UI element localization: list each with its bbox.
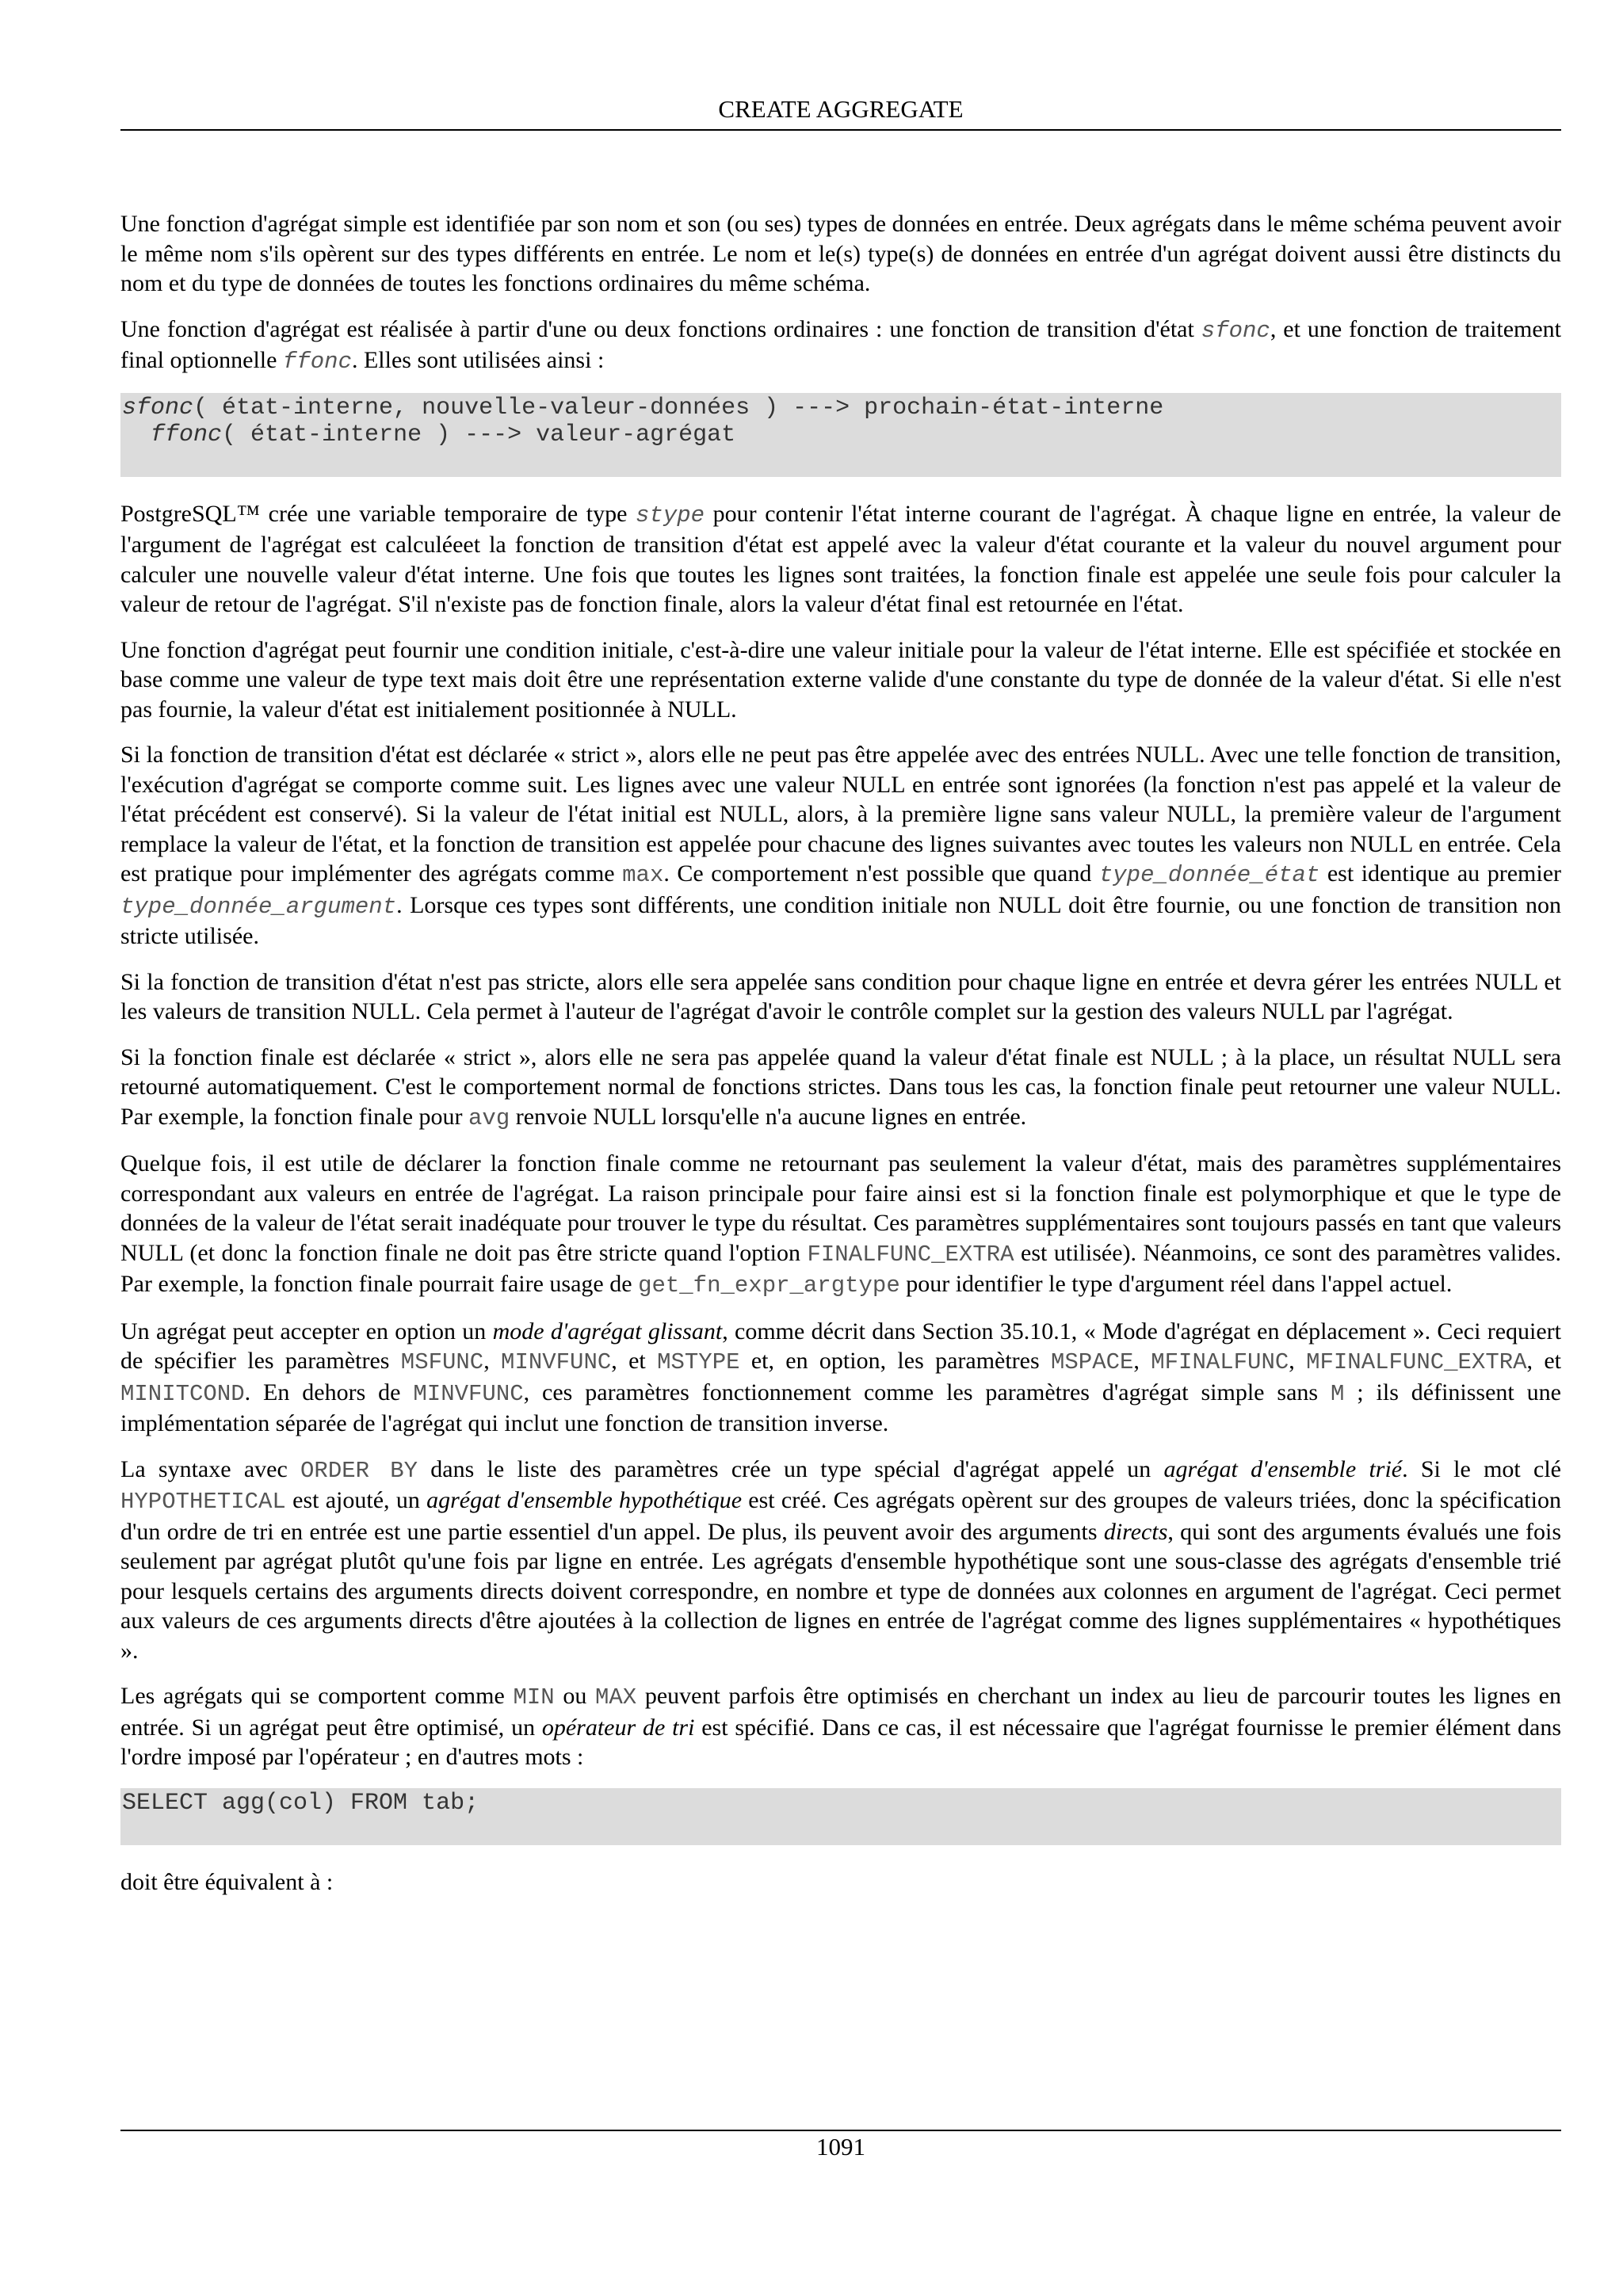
code-finalfunc-extra: FINALFUNC_EXTRA	[807, 1241, 1014, 1268]
text-run: Une fonction d'agrégat est réalisée à partir d'une ou deux fonctions ordinaires : une fonction de transition d'état	[120, 315, 1201, 342]
text-run: PostgreSQL™ crée une variable temporaire de type	[120, 500, 636, 527]
text-run: dans le liste des paramètres crée un type spécial d'agrégat appelé un	[418, 1455, 1164, 1482]
code-block-select: SELECT agg(col) FROM tab;	[120, 1788, 1561, 1845]
code-ffonc: ffonc	[282, 349, 352, 375]
page-body	[120, 209, 1561, 1913]
text-run: . Si le mot clé	[1402, 1455, 1561, 1482]
text-run: et, en option, les paramètres	[739, 1348, 1051, 1374]
text-run: . Elles sont utilisées ainsi :	[351, 347, 605, 373]
code-sfonc: sfonc	[1201, 317, 1270, 344]
paragraph-finalfunc-extra	[120, 1149, 1561, 1301]
text-run: peuvent parfois être optimisés en cherchant un index au lieu de parcourir toutes les lignes en entrée. Si un agrégat peut être optimisé, un	[120, 1683, 1561, 1741]
text-run: ou	[554, 1683, 595, 1709]
text-run: , ces paramètres fonctionnement comme les paramètres d'agrégat simple sans	[523, 1379, 1331, 1405]
code-mstype: MSTYPE	[657, 1349, 740, 1375]
text-run: ,	[1289, 1348, 1307, 1374]
paragraph-stype	[120, 499, 1561, 620]
text-run: , qui sont des arguments évalués une fois seulement par agrégat plutôt qu'une fois par ligne en entrée. Les agrégats d'ensemble hypothétique sont une sous-classe des agrégats d'ensemble trié pour lesquels certains des arguments directs doivent correspondre, en nombre et type de données aux colonnes en argument de l'agrégat. Ceci permet aux valeurs de ces arguments directs d'être ajoutées à la collection de lignes en entrée de l'agrégat comme des lignes supplémentaires « hypothétiques ».	[120, 1518, 1561, 1664]
paragraph-non-strict: Si la fonction de transition d'état n'est pas stricte, alors elle sera appelée sans condition pour chaque ligne en entrée et devra gérer les entrées NULL et les valeurs de transition NULL. Cela permet à l'auteur de l'agrégat d'avoir le contrôle complet sur la gestion des valeurs NULL par l'agrégat.	[120, 968, 1561, 1024]
code-type-donnee-argument: type_donnée_argument	[120, 893, 397, 920]
text-run: . Lorsque ces types sont différents, une condition initiale non NULL doit être fournie, ou une fonction de transition non stricte utilisée.	[120, 891, 1561, 949]
text-run: La syntaxe avec	[120, 1455, 301, 1482]
text-run: renvoie NULL lorsqu'elle n'a aucune lignes en entrée.	[510, 1103, 1027, 1130]
code-msfunc: MSFUNC	[400, 1349, 484, 1375]
emphasis-agregat-ensemble-trie: agrégat d'ensemble trié	[1163, 1455, 1403, 1482]
emphasis-mode-agregat-glissant: mode d'agrégat glissant	[492, 1318, 723, 1344]
code-min: MIN	[513, 1684, 555, 1711]
paragraph-aggregate-identity: Une fonction d'agrégat simple est identifiée par son nom et son (ou ses) types de données en entrée. Deux agrégats dans le même schéma peuvent avoir le même nom s'ils opèrent sur des types différents en entrée. Le nom et le(s) type(s) de données en entrée d'un agrégat doivent aussi être distincts du nom et du type de données de toutes les fonctions ordinaires du même schéma.	[120, 211, 1561, 296]
text-run: Si la fonction de transition d'état est déclarée « strict », alors elle ne peut pas être appelée avec des entrées NULL. Avec une telle fonction de transition, l'exécution d'agrégat se comporte comme suit. Les lignes avec une valeur NULL en entrée sont ignorées (la fonction n'est pas appelé et la valeur de l'état précédent est conservé). Si la valeur de l'état initial est NULL, alors, à la première ligne sans valeur NULL, la première valeur de l'argument remplace la valeur de l'état, et la fonction de transition est appelée pour chacune des lignes suivantes avec toutes les valeurs non NULL en entrée. Cela est pratique pour implémenter des agrégats comme	[120, 742, 1561, 887]
text-run: est identique au premier	[1319, 860, 1561, 887]
code-line-1: ( état-interne, nouvelle-valeur-données ) ---> prochain-état-interne	[193, 394, 1164, 421]
code-line-2: ( état-interne ) ---> valeur-agrégat	[222, 421, 736, 448]
code-avg: avg	[468, 1104, 510, 1131]
text-run: , comme décrit dans Section 35.10.1, « Mode d'agrégat en déplacement ». Ceci requiert de spécifier les paramètres	[120, 1318, 1561, 1374]
text-run: . En dehors de	[244, 1379, 414, 1405]
paragraph-ordered-set	[120, 1455, 1561, 1666]
code-m: M	[1330, 1380, 1345, 1407]
code-type-donnee-etat: type_donnée_état	[1098, 862, 1320, 888]
text-run: , et	[1526, 1348, 1562, 1374]
code-fn-ffonc: ffonc	[151, 421, 223, 448]
code-mfinalfunc-extra: MFINALFUNC_EXTRA	[1306, 1349, 1527, 1375]
text-run: ; ils définissent une implémentation séparée de l'agrégat qui inclut une fonction de transition inverse.	[120, 1379, 1561, 1436]
text-run: ,	[483, 1348, 502, 1374]
code-order-by: ORDER BY	[300, 1457, 418, 1484]
text-run: , et une fonction de traitement final optionnelle	[120, 315, 1561, 373]
code-stype: stype	[636, 502, 705, 528]
code-hypothetical: HYPOTHETICAL	[120, 1489, 286, 1515]
text-run: ,	[1133, 1348, 1151, 1374]
paragraph-sort-operator	[120, 1681, 1561, 1772]
paragraph-transition-functions	[120, 315, 1561, 377]
page-number: 1091	[816, 2133, 865, 2161]
text-run: pour contenir l'état interne courant de l'agrégat. À chaque ligne en entrée, la valeur de l'argument de l'agrégat est calculéeet la fonction de transition d'état est appelé avec la valeur d'état courante et la valeur du nouvel argument pour calculer une nouvelle valeur d'état interne. Une fois que toutes les lignes sont traitées, la fonction finale est appelée une seule fois pour calculer la valeur de retour de l'agrégat. S'il n'existe pas de fonction finale, alors la valeur d'état final est retournée en l'état.	[120, 500, 1561, 617]
running-header: CREATE AGGREGATE	[718, 95, 964, 123]
code-get-fn-expr-argtype: get_fn_expr_argtype	[638, 1272, 900, 1299]
text-run: . Ce comportement n'est possible que quand	[663, 860, 1099, 887]
paragraph-moving-aggregate	[120, 1317, 1561, 1439]
text-run: est créé. Ces agrégats opèrent sur des groupes de valeurs triées, donc la spécification d'un ordre de tri en entrée est une partie essentiel d'un appel. De plus, ils peuvent avoir des arguments	[120, 1487, 1561, 1545]
paragraph-equivalent: doit être équivalent à :	[120, 1868, 334, 1895]
text-run: Quelque fois, il est utile de déclarer la fonction finale comme ne retournant pas seulement la valeur d'état, mais des paramètres supplémentaires correspondant aux valeurs en entrée de l'agrégat. La raison principale pour faire ainsi est si la fonction finale est polymorphique et que le type de données de la valeur de l'état serait inadéquate pour trouver le type du résultat. Ces paramètres supplémentaires sont toujours passés en tant que valeurs NULL (et donc la fonction finale ne doit pas être stricte quand l'option	[120, 1150, 1561, 1266]
paragraph-strict-transition	[120, 740, 1561, 952]
code-minvfunc-2: MINVFUNC	[413, 1380, 524, 1407]
paragraph-initial-condition: Une fonction d'agrégat peut fournir une condition initiale, c'est-à-dire une valeur initiale pour la valeur de l'état interne. Elle est spécifiée et stockée en base comme une valeur de type text mais doit être une représentation externe valide d'une constante du type de donnée de la valeur d'état. Si elle n'est pas fournie, la valeur d'état est initialement positionnée à NULL.	[120, 636, 1561, 723]
emphasis-agregat-ensemble-hypothetique: agrégat d'ensemble hypothétique	[426, 1487, 743, 1513]
text-run: Les agrégats qui se comportent comme	[120, 1683, 514, 1709]
code-max: max	[622, 862, 664, 888]
text-run: est spécifié. Dans ce cas, il est nécessaire que l'agrégat fournisse le premier élément dans l'ordre imposé par l'opérateur ; en d'autres mots :	[120, 1714, 1561, 1770]
code-mspace: MSPACE	[1050, 1349, 1134, 1375]
code-minvfunc: MINVFUNC	[501, 1349, 612, 1375]
code-fn-sfonc: sfonc	[122, 394, 194, 421]
text-run: pour identifier le type d'argument réel dans l'appel actuel.	[899, 1271, 1453, 1297]
text-run: est ajouté, un	[285, 1487, 427, 1513]
text-run: est utilisée). Néanmoins, ce sont des paramètres valides. Par exemple, la fonction finale pourrait faire usage de	[120, 1239, 1561, 1297]
paragraph-strict-final	[120, 1043, 1561, 1134]
code-block-transition	[120, 393, 1561, 477]
text-run: , et	[611, 1348, 658, 1374]
code-minitcond: MINITCOND	[120, 1380, 245, 1407]
text-run: Si la fonction finale est déclarée « strict », alors elle ne sera pas appelée quand la valeur d'état finale est NULL ; à la place, un résultat NULL sera retourné automatiquement. C'est le comportement normal de fonctions strictes. Dans tous les cas, la fonction finale peut retourner une valeur NULL. Par exemple, la fonction finale pour	[120, 1043, 1561, 1130]
header-rule	[120, 129, 1561, 131]
emphasis-directs: directs	[1103, 1518, 1168, 1545]
emphasis-operateur-de-tri: opérateur de tri	[541, 1714, 695, 1741]
code-mfinalfunc: MFINALFUNC	[1151, 1349, 1289, 1375]
code-max-2: MAX	[594, 1684, 637, 1711]
text-run: Un agrégat peut accepter en option un	[120, 1318, 493, 1344]
